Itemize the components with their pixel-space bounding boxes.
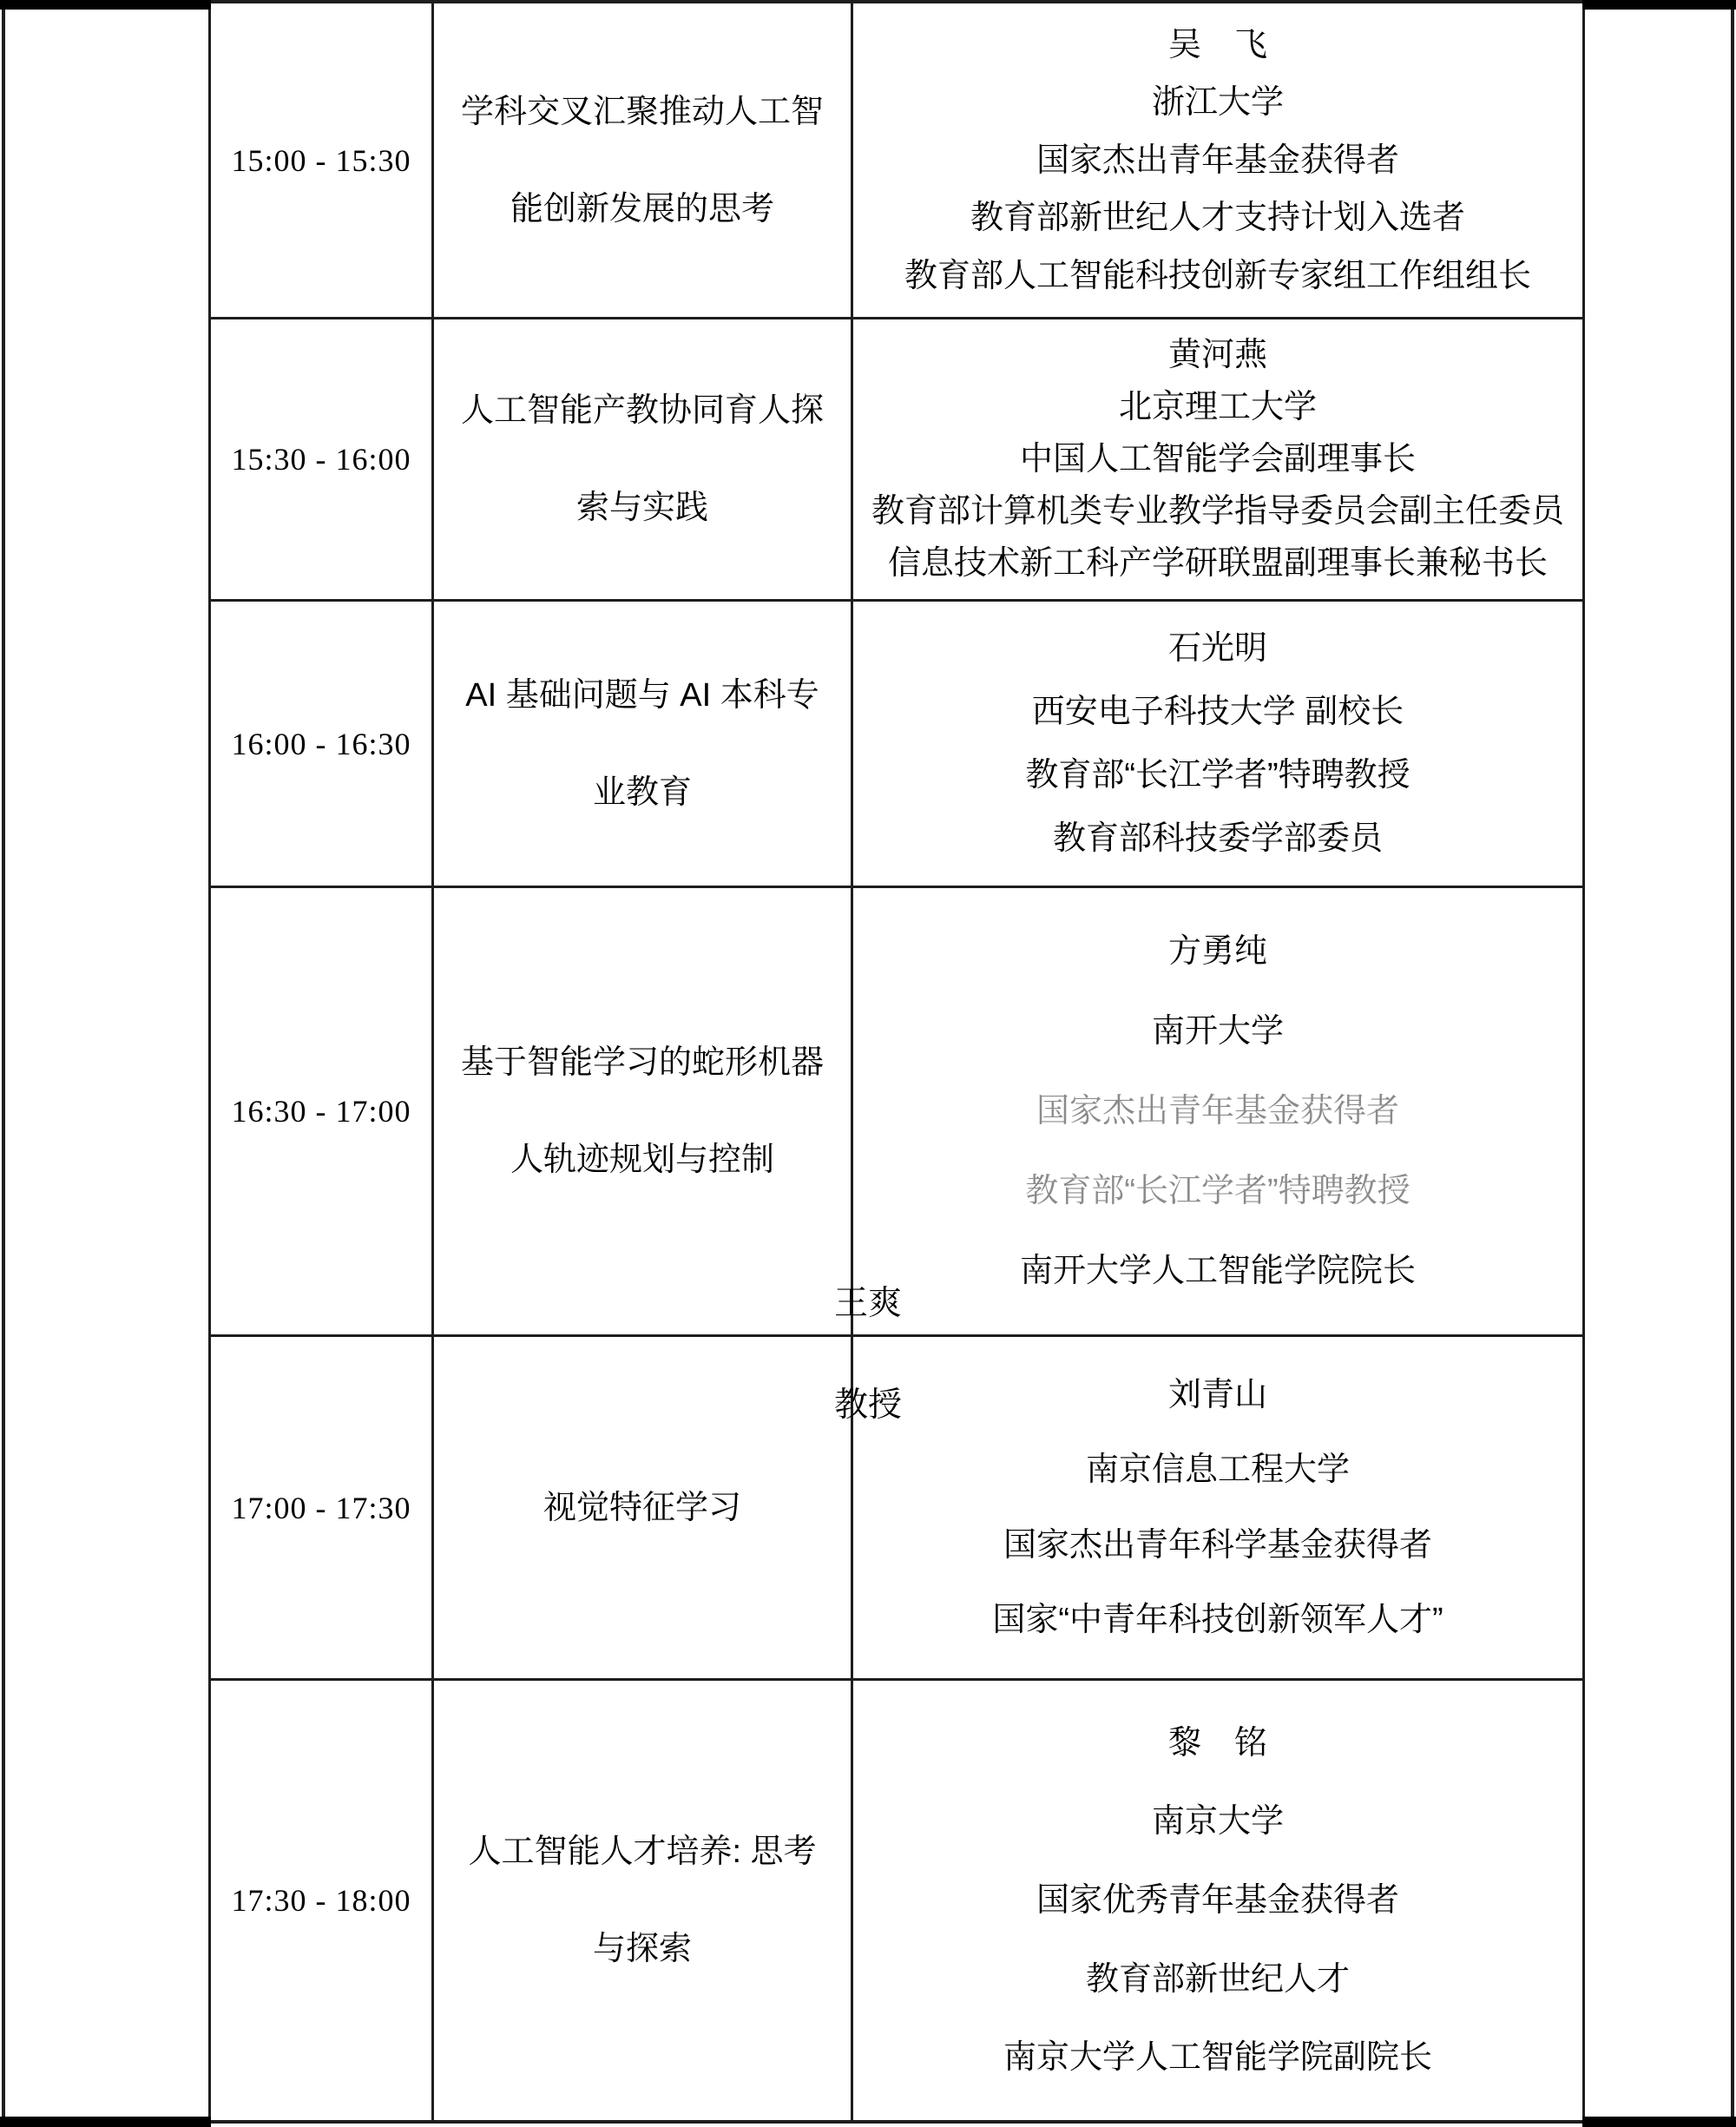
time-cell-row6: [211, 1681, 431, 2120]
time-label: 17:00 - 17:30: [231, 1490, 411, 1525]
speaker-affiliation: 南京大学: [1151, 1803, 1284, 1841]
time-cell-row2: [211, 319, 431, 599]
time-label: 17:30 - 18:00: [231, 1883, 411, 1918]
talk-title-line: 能创新发展的思考: [510, 190, 774, 227]
talk-title-line: AI 基础问题与 AI 本科专: [465, 676, 819, 714]
date-column-top-thick-border: [0, 0, 211, 10]
speaker-credential: 国家杰出青年基金获得者: [1036, 1093, 1399, 1129]
speaker-affiliation: 南开大学: [1151, 1013, 1284, 1050]
speaker-credential: 教育部计算机类专业教学指导委员会副主任委员: [871, 493, 1564, 530]
speaker-credential: 国家杰出青年基金获得者: [1036, 142, 1399, 179]
speaker-cell-row1: [853, 3, 1582, 317]
speaker-name: 刘青山: [1167, 1377, 1267, 1414]
speaker-name: 方勇纯: [1167, 933, 1267, 970]
time-cell-row1: [211, 3, 431, 317]
speaker-credential: 南开大学人工智能学院院长: [1019, 1253, 1416, 1289]
time-label: 16:00 - 16:30: [231, 726, 411, 761]
speaker-name: 黎 铭: [1167, 1724, 1267, 1762]
talk-title-line: 业教育: [592, 774, 692, 811]
session-chair-block: [0, 1287, 1736, 1422]
talk-title-line: 人工智能人才培养: 思考: [468, 1834, 817, 1870]
speaker-credential: 国家杰出青年科学基金获得者: [1003, 1526, 1432, 1564]
speaker-credential: 国家优秀青年基金获得者: [1036, 1881, 1399, 1919]
speaker-cell-row6: [853, 1681, 1582, 2120]
date-column-bottom-thick-border: [0, 2117, 211, 2127]
speaker-credential: 南京大学人工智能学院副院长: [1003, 2039, 1432, 2077]
speaker-affiliation: 西安电子科技大学 副校长: [1031, 694, 1404, 730]
chair-column-bottom-thick-border: [1582, 2117, 1736, 2127]
speaker-credential: 信息技术新工科产学研联盟副理事长兼秘书长: [887, 545, 1548, 582]
talk-title-cell-row1: [434, 3, 851, 317]
time-label: 15:30 - 16:00: [231, 442, 411, 477]
speaker-credential: 中国人工智能学会副理事长: [1019, 441, 1416, 477]
talk-title-line: 学科交叉汇聚推动人工智: [460, 93, 824, 130]
table-bottom-border: [208, 2120, 1582, 2124]
speaker-affiliation: 浙江大学: [1151, 84, 1284, 121]
speaker-name: 黄河燕: [1167, 337, 1267, 373]
chair-column-top-thick-border: [1582, 0, 1736, 10]
speaker-affiliation: 南京信息工程大学: [1085, 1452, 1350, 1489]
talk-title-cell-row4: [434, 888, 851, 1334]
time-cell-row3: [211, 602, 431, 886]
date-column-cell: [5, 10, 208, 2117]
speaker-name: 石光明: [1167, 630, 1267, 667]
talk-title-line: 索与实践: [575, 490, 708, 526]
session-chair-title: 教授: [833, 1386, 902, 1424]
speaker-credential: 教育部“长江学者”特聘教授: [1025, 757, 1410, 794]
speaker-cell-row2: [853, 319, 1582, 599]
talk-title-line: 人轨迹规划与控制: [510, 1142, 774, 1178]
speaker-credential: 教育部“长江学者”特聘教授: [1025, 1173, 1410, 1209]
speaker-credential: 教育部新世纪人才: [1085, 1960, 1350, 1998]
speaker-credential: 教育部人工智能科技创新专家组工作组组长: [904, 257, 1531, 294]
session-chair-name: 王爽: [833, 1285, 902, 1322]
speaker-cell-row3: [853, 602, 1582, 886]
speaker-cell-row4: [853, 888, 1582, 1334]
speaker-credential: 教育部科技委学部委员: [1052, 820, 1383, 857]
speaker-credential: 教育部新世纪人才支持计划入选者: [970, 200, 1465, 236]
talk-title-cell-row3: [434, 602, 851, 886]
time-label: 16:30 - 17:00: [231, 1094, 411, 1129]
speaker-name: 吴 飞: [1167, 26, 1267, 63]
speaker-credential: 国家“中青年科技创新领军人才”: [992, 1601, 1443, 1638]
time-label: 15:00 - 15:30: [231, 142, 411, 178]
talk-title-line: 人工智能产教协同育人探: [460, 392, 824, 429]
talk-title-line: 视觉特征学习: [542, 1489, 741, 1526]
time-cell-row4: [211, 888, 431, 1334]
talk-title-line: 与探索: [592, 1931, 692, 1967]
talk-title-cell-row6: [434, 1681, 851, 2120]
speaker-affiliation: 北京理工大学: [1118, 389, 1317, 425]
talk-title-line: 基于智能学习的蛇形机器: [460, 1044, 824, 1081]
talk-title-cell-row2: [434, 319, 851, 599]
table-right-border: [1731, 0, 1734, 2127]
